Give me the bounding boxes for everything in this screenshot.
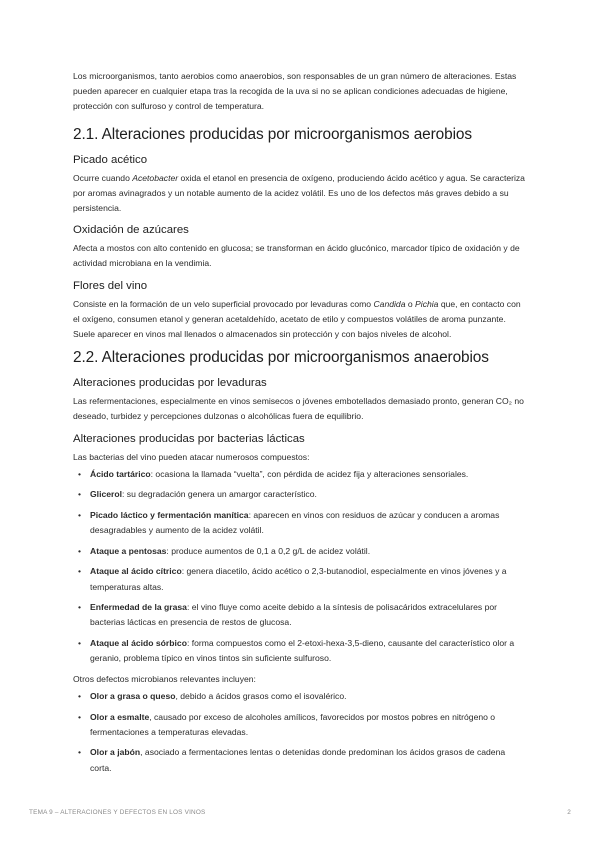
bullet-icon: •	[78, 468, 82, 479]
bullet-icon: •	[78, 747, 82, 758]
picado-acetico-heading: Picado acético	[73, 153, 148, 166]
list-item: • Ataque al ácido sórbico: forma compuestos como el 2-etoxi-hexa-3,5-dieno, causante del característico olor a geranio, problema típico en vinos tintos sin suficiente sulfuroso.	[78, 638, 515, 664]
levaduras-section	[73, 375, 527, 424]
list-item: • Ataque al ácido cítrico: genera diacetilo, ácido acético o 2,3-butanodiol, especialmente en vinos jóvenes y a temperaturas altas.	[78, 566, 507, 592]
intro-paragraph: Los microorganismos, tanto aerobios como anaerobios, son responsables de un gran número de alteraciones. Estas pueden aparecer en cualquier etapa tras la recogida de la uva si no se aplican condiciones adecuadas de higiene, protección con sulfuroso y control de temperatura.	[73, 71, 517, 112]
pichia-term: Pichia	[415, 298, 439, 309]
section-2-2-heading: 2.2. Alteraciones producidas por microorganismos anaerobios	[73, 349, 489, 367]
page-content	[73, 69, 527, 781]
oxidacion-azucares-text: Afecta a mostos con alto contenido en glucosa; se transforman en ácido glucónico, marcador típico de oxidación y de actividad microbiana en la vendimia.	[73, 243, 520, 269]
bullet-icon: •	[78, 545, 82, 556]
list-item: • Glicerol: su degradación genera un amargor característico.	[73, 487, 527, 502]
bullet-icon: •	[78, 638, 82, 649]
bacterias-lacticas-section	[73, 431, 527, 776]
levaduras-heading: Alteraciones producidas por levaduras	[73, 377, 267, 390]
bacterias-lead: Las bacterias del vino pueden atacar numerosos compuestos:	[73, 451, 310, 462]
otros-defectos-lead: Otros defectos microbianos relevantes incluyen:	[73, 673, 256, 684]
candida-term: Candida	[373, 298, 406, 309]
list-item: • Olor a esmalte, causado por exceso de alcoholes amílicos, favorecidos por mostos pobres en nitrógeno o fermentaciones a temperaturas elevadas.	[78, 711, 496, 737]
list-item: • Olor a jabón, asociado a fermentaciones lentas o detenidas donde predominan los ácidos grasos de cadena corta.	[78, 747, 506, 773]
section-2-1-heading: 2.1. Alteraciones producidas por microorganismos aerobios	[73, 125, 472, 143]
oxidacion-azucares-section	[73, 222, 527, 271]
flores-vino-text: Consiste en la formación de un velo superficial provocado por levaduras como Candida o Pichia que, en contacto con el oxígeno, consumen etanol y generan acetaldehído, acetato de etilo y compuestos volátiles de aroma punzante. Suele aparecer en vinos mal llenados o almacenados sin protección y con bajos niveles de alcohol.	[73, 298, 521, 340]
bullet-icon: •	[78, 566, 82, 577]
bacterias-list	[73, 467, 527, 667]
flores-vino-section	[73, 278, 527, 343]
footer-title: TEMA 9 – ALTERACIONES Y DEFECTOS EN LOS VINOS	[29, 809, 206, 816]
bullet-icon: •	[78, 711, 82, 722]
page-footer	[29, 809, 571, 816]
picado-acetico-text: Ocurre cuando Acetobacter oxida el etanol en presencia de oxígeno, produciendo ácido acético y agua. Se caracteriza por aromas avinagrados y un notable aumento de la acidez volátil. Es uno de los defectos más graves debido a su persistencia.	[73, 172, 525, 214]
list-item: • Ataque a pentosas: produce aumentos de 0,1 a 0,2 g/L de acidez volátil.	[73, 544, 527, 559]
picado-acetico-section	[73, 152, 527, 217]
flores-vino-heading: Flores del vino	[73, 279, 148, 292]
list-item: • Enfermedad de la grasa: el vino fluye como aceite debido a la síntesis de polisacáridos extracelulares por bacterias lácticas en presencia de restos de glucosa.	[78, 602, 497, 628]
page-number: 2	[567, 809, 571, 816]
bullet-icon: •	[78, 691, 82, 702]
bullet-icon: •	[78, 510, 82, 521]
bacterias-lacticas-heading: Alteraciones producidas por bacterias lácticas	[73, 432, 305, 445]
list-item: • Olor a grasa o queso, debido a ácidos grasos como el isovalérico.	[73, 689, 527, 704]
levaduras-text: Las refermentaciones, especialmente en vinos semisecos o jóvenes embotellados demasiado pronto, generan CO₂ no deseado, turbidez y percepciones dulzonas o alcohólicas fuera de equilibrio.	[73, 396, 524, 422]
bullet-icon: •	[78, 602, 82, 613]
list-item: • Picado láctico y fermentación manítica: aparecen en vinos con residuos de azúcar y conducen a aromas desagradables y aumento de la acidez volátil.	[78, 510, 500, 536]
bullet-icon: •	[78, 489, 82, 500]
otros-defectos-list	[73, 689, 527, 776]
oxidacion-azucares-heading: Oxidación de azúcares	[73, 224, 189, 237]
list-item: • Ácido tartárico: ocasiona la llamada “vuelta”, con pérdida de acidez fija y alteraciones sensoriales.	[73, 467, 527, 482]
acetobacter-term: Acetobacter	[132, 172, 179, 183]
